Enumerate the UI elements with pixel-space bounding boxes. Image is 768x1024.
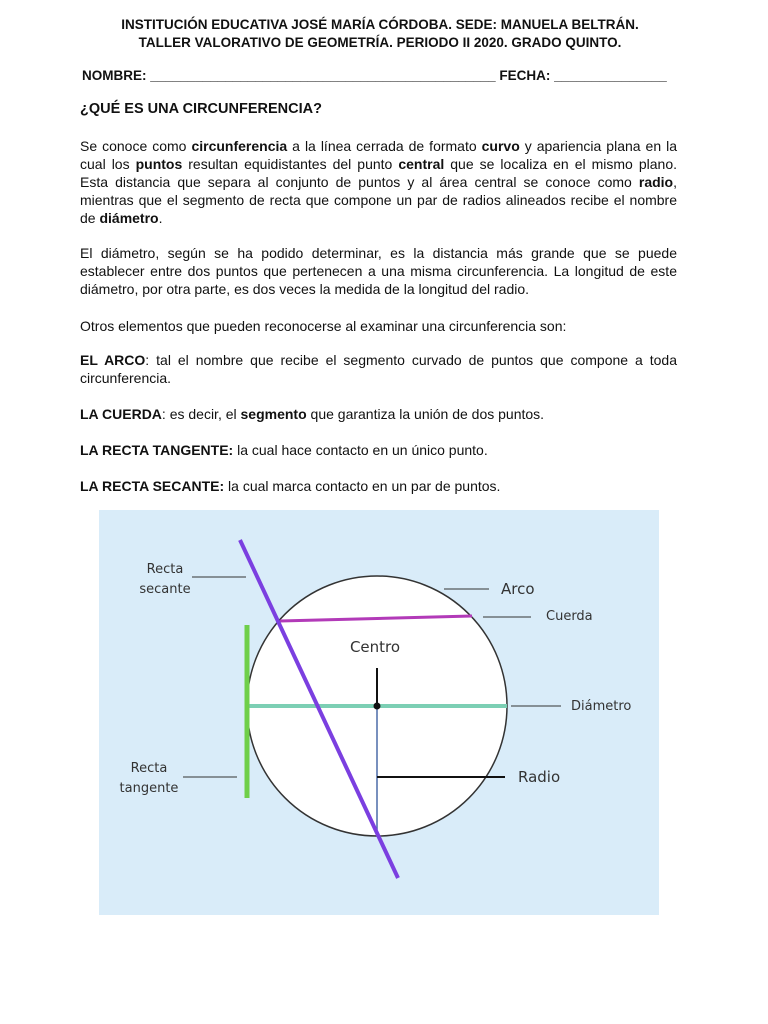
document-header	[60, 16, 700, 52]
name-date-row	[82, 68, 682, 83]
section-question: ¿QUÉ ES UNA CIRCUNFERENCIA?	[80, 101, 322, 117]
label-cuerda: Cuerda	[546, 609, 593, 624]
date-label: FECHA:	[499, 68, 551, 83]
header-line-1: INSTITUCIÓN EDUCATIVA JOSÉ MARÍA CÓRDOBA. SEDE: MANUELA BELTRÁN.	[121, 17, 639, 32]
label-centro: Centro	[349, 638, 401, 656]
date-blank[interactable]: _______________	[554, 68, 667, 83]
header-line-2: TALLER VALORATIVO DE GEOMETRÍA. PERIODO II 2020. GRADO QUINTO.	[138, 35, 622, 50]
label-recta-secante-1: Recta	[146, 562, 184, 577]
paragraph-cuerda: LA CUERDA: es decir, el segmento que garantiza la unión de dos puntos.	[80, 406, 545, 422]
name-blank[interactable]: ______________________________________________	[150, 68, 496, 83]
paragraph-secante: LA RECTA SECANTE: la cual marca contacto en un par de puntos.	[80, 478, 501, 494]
paragraph-definition: Se conoce como circunferencia a la línea cerrada de formato curvo y apariencia plana en la cual los puntos resultan equidistantes del punto central que se localiza en el mismo plano. Esta distancia que separa al conjunto de puntos y al área central se conoce como radio, mientras que el segmento de recta que compone un par de radios alineados recibe el nombre de diámetro.	[80, 138, 677, 226]
circle-diagram	[99, 510, 659, 915]
paragraph-arco: EL ARCO: tal el nombre que recibe el segmento curvado de puntos que compone a toda circunferencia.	[80, 352, 677, 386]
label-recta-tangente-2: tangente	[119, 781, 179, 796]
circle-diagram-svg	[99, 510, 659, 915]
label-radio: Radio	[518, 768, 561, 786]
name-label: NOMBRE:	[82, 68, 147, 83]
label-arco: Arco	[501, 580, 535, 598]
paragraph-tangente: LA RECTA TANGENTE: la cual hace contacto en un único punto.	[80, 442, 488, 458]
label-diametro: Diámetro	[571, 699, 632, 714]
paragraph-diameter: El diámetro, según se ha podido determinar, es la distancia más grande que se puede establecer entre dos puntos que pertenecen a una misma circunferencia. La longitud de este diámetro, por otra parte, es dos veces la medida de la longitud del radio.	[80, 245, 677, 297]
label-recta-secante-2: secante	[139, 582, 191, 597]
paragraph-elements-intro: Otros elementos que pueden reconocerse al examinar una circunferencia son:	[80, 318, 567, 334]
center-point	[374, 703, 381, 710]
label-recta-tangente-1: Recta	[130, 761, 168, 776]
